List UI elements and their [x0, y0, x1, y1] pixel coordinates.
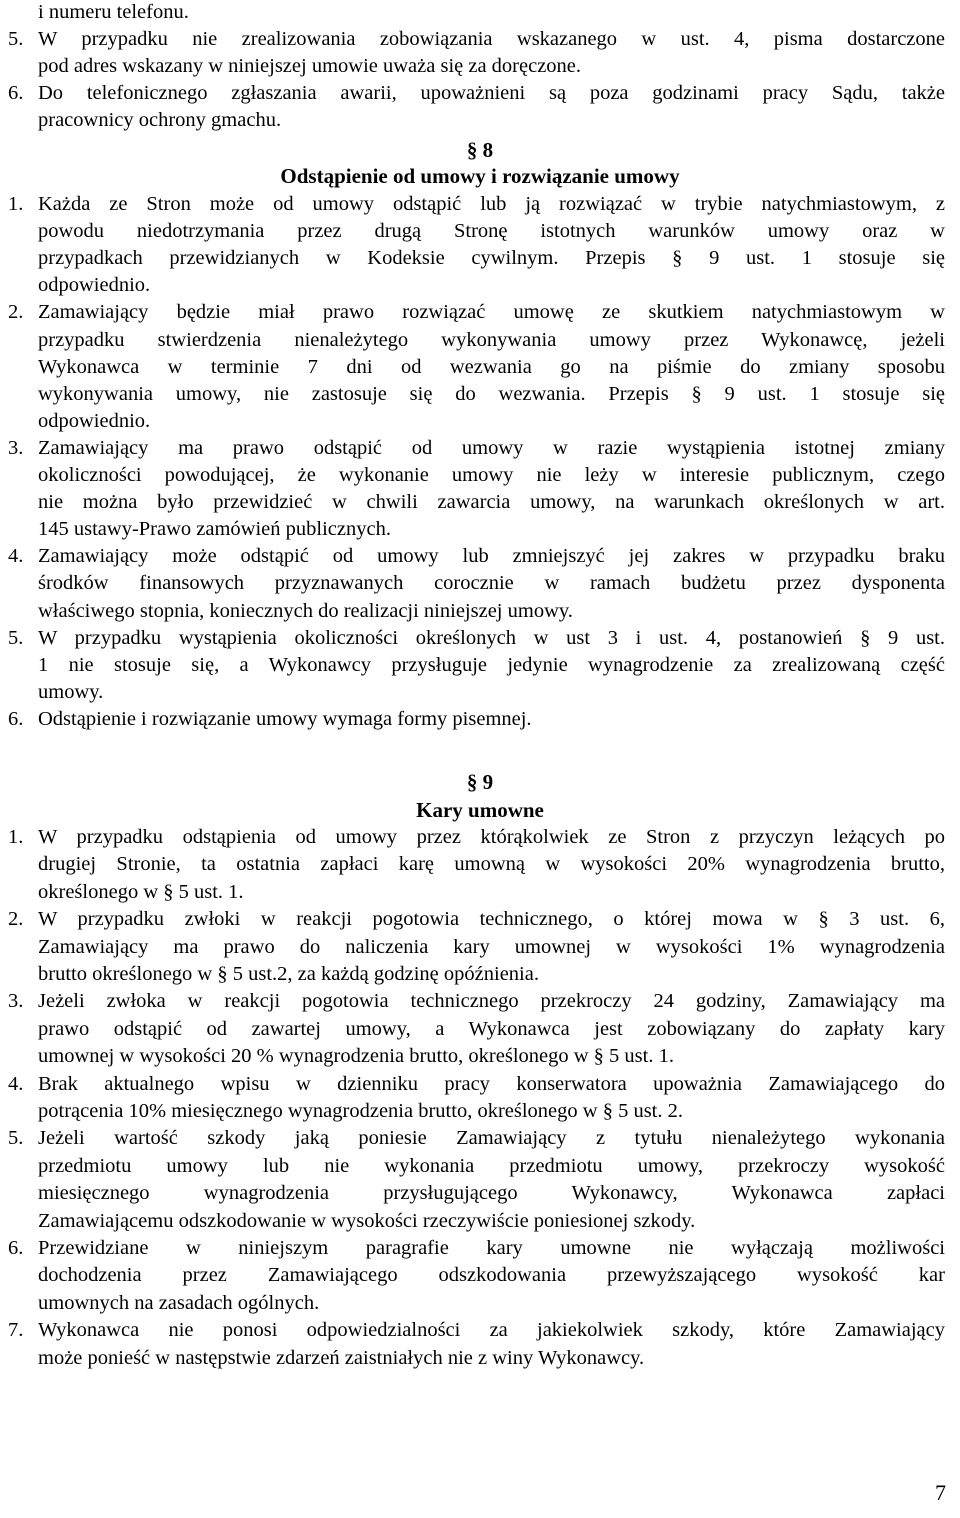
text-line: umownych na zasadach ogólnych.: [38, 1292, 320, 1314]
section-8-title: Odstąpienie od umowy i rozwiązanie umowy: [280, 164, 680, 188]
text-line: i numeru telefonu.: [38, 1, 189, 23]
text-line: przedmiotu umowy lub nie wykonania przedmiotu umowy, przekroczy wysokość: [38, 1155, 945, 1177]
item-number: 3.: [8, 990, 24, 1012]
text-line: Brak aktualnego wpisu w dzienniku pracy konserwatora upoważnia Zamawiającego do: [38, 1073, 945, 1095]
text-line: Zamawiający ma prawo odstąpić od umowy w razie wystąpienia istotnej zmiany: [38, 437, 945, 459]
item-number: 4.: [8, 545, 24, 567]
page-number: 7: [935, 1480, 946, 1505]
text-line: Zamawiający ma prawo do naliczenia kary umownej w wysokości 1% wynagrodzenia: [38, 936, 945, 958]
item-number: 7.: [8, 1319, 24, 1341]
item-number: 5.: [8, 1127, 24, 1149]
text-line: Wykonawca nie ponosi odpowiedzialności za jakiekolwiek szkody, które Zamawiający: [38, 1319, 945, 1341]
text-line: powodu niedotrzymania przez drugą Stronę istotnych warunków umowy oraz w: [38, 220, 945, 242]
item-number: 5.: [8, 627, 24, 649]
text-line: W przypadku odstąpienia od umowy przez którąkolwiek ze Stron z przyczyn leżących po: [38, 826, 945, 848]
text-line: przypadkach przewidzianych w Kodeksie cywilnym. Przepis § 9 ust. 1 stosuje się: [38, 247, 945, 269]
text-line: może ponieść w następstwie zdarzeń zaistniałych nie z winy Wykonawcy.: [38, 1347, 645, 1369]
text-line: przypadku stwierdzenia nienależytego wykonywania umowy przez Wykonawcę, jeżeli: [38, 329, 945, 351]
text-line: środków finansowych przyznawanych corocznie w ramach budżetu przez dysponenta: [38, 572, 945, 594]
text-line: Jeżeli wartość szkody jaką poniesie Zamawiający z tytułu nienależytego wykonania: [38, 1127, 945, 1149]
text-line: dochodzenia przez Zamawiającego odszkodowania przewyższającego wysokość kar: [38, 1264, 945, 1286]
item-number: 6.: [8, 1237, 24, 1259]
text-line: okoliczności powodującej, że wykonanie umowy nie leży w interesie publicznym, czego: [38, 464, 945, 486]
item-number: 4.: [8, 1073, 24, 1095]
text-line: Odstąpienie i rozwiązanie umowy wymaga formy pisemnej.: [38, 708, 532, 730]
item-number: 3.: [8, 437, 24, 459]
item-number: 6.: [8, 708, 24, 730]
text-line: odpowiednio.: [38, 410, 151, 432]
text-line: W przypadku wystąpienia okoliczności określonych w ust 3 i ust. 4, postanowień § 9 ust.: [38, 627, 945, 649]
text-line: nie można było przewidzieć w chwili zawarcia umowy, na warunkach określonych w art.: [38, 491, 945, 513]
text-line: właściwego stopnia, koniecznych do realizacji niniejszej umowy.: [38, 600, 573, 622]
item-number: 1.: [8, 826, 24, 848]
text-line: Do telefonicznego zgłaszania awarii, upoważnieni są poza godzinami pracy Sądu, także: [38, 82, 945, 104]
text-line: drugiej Stronie, ta ostatnia zapłaci karę umowną w wysokości 20% wynagrodzenia brutto,: [38, 853, 945, 875]
text-line: określonego w § 5 ust. 1.: [38, 881, 244, 903]
section-9-title: Kary umowne: [416, 798, 544, 822]
item-number: 2.: [8, 908, 24, 930]
text-line: Przewidziane w niniejszym paragrafie kary umowne nie wyłączają możliwości: [38, 1237, 945, 1259]
item-number: 2.: [8, 301, 24, 323]
text-line: Wykonawca w terminie 7 dni od wezwania go na piśmie do zmiany sposobu: [38, 356, 945, 378]
item-number: 6.: [8, 82, 24, 104]
section-8-symbol: § 8: [466, 138, 494, 162]
text-line: wykonywania umowy, nie zastosuje się do wezwania. Przepis § 9 ust. 1 stosuje się: [38, 383, 945, 405]
text-line: umowy.: [38, 681, 104, 703]
text-line: pod adres wskazany w niniejszej umowie uważa się za doręczone.: [38, 55, 582, 77]
text-line: Zamawiający może odstąpić od umowy lub zmniejszyć jej zakres w przypadku braku: [38, 545, 945, 567]
section-9-symbol: § 9: [466, 770, 494, 794]
text-line: odpowiednio.: [38, 274, 151, 296]
text-line: Zamawiający będzie miał prawo rozwiązać umowę ze skutkiem natychmiastowym w: [38, 301, 945, 323]
text-line: pracownicy ochrony gmachu.: [38, 109, 282, 131]
text-line: potrącenia 10% miesięcznego wynagrodzenia brutto, określonego w § 5 ust. 2.: [38, 1100, 683, 1122]
text-line: umownej w wysokości 20 % wynagrodzenia brutto, określonego w § 5 ust. 1.: [38, 1045, 674, 1067]
item-number: 5.: [8, 28, 24, 50]
text-line: 1 nie stosuje się, a Wykonawcy przysługuje jedynie wynagrodzenie za zrealizowaną część: [38, 654, 945, 676]
text-line: brutto określonego w § 5 ust.2, za każdą godzinę opóźnienia.: [38, 963, 539, 985]
text-line: Zamawiającemu odszkodowanie w wysokości rzeczywiście poniesionej szkody.: [38, 1210, 696, 1232]
text-line: W przypadku zwłoki w reakcji pogotowia technicznego, o której mowa w § 3 ust. 6,: [38, 908, 945, 930]
text-line: W przypadku nie zrealizowania zobowiązania wskazanego w ust. 4, pisma dostarczone: [38, 28, 945, 50]
text-line: 145 ustawy-Prawo zamówień publicznych.: [38, 518, 391, 540]
text-line: Każda ze Stron może od umowy odstąpić lub ją rozwiązać w trybie natychmiastowym, z: [38, 193, 945, 215]
item-number: 1.: [8, 193, 24, 215]
text-line: miesięcznego wynagrodzenia przysługującego Wykonawcy, Wykonawca zapłaci: [38, 1182, 945, 1204]
text-line: Jeżeli zwłoka w reakcji pogotowia technicznego przekroczy 24 godziny, Zamawiający ma: [38, 990, 945, 1012]
text-line: prawo odstąpić od zawartej umowy, a Wykonawca jest zobowiązany do zapłaty kary: [38, 1018, 945, 1040]
